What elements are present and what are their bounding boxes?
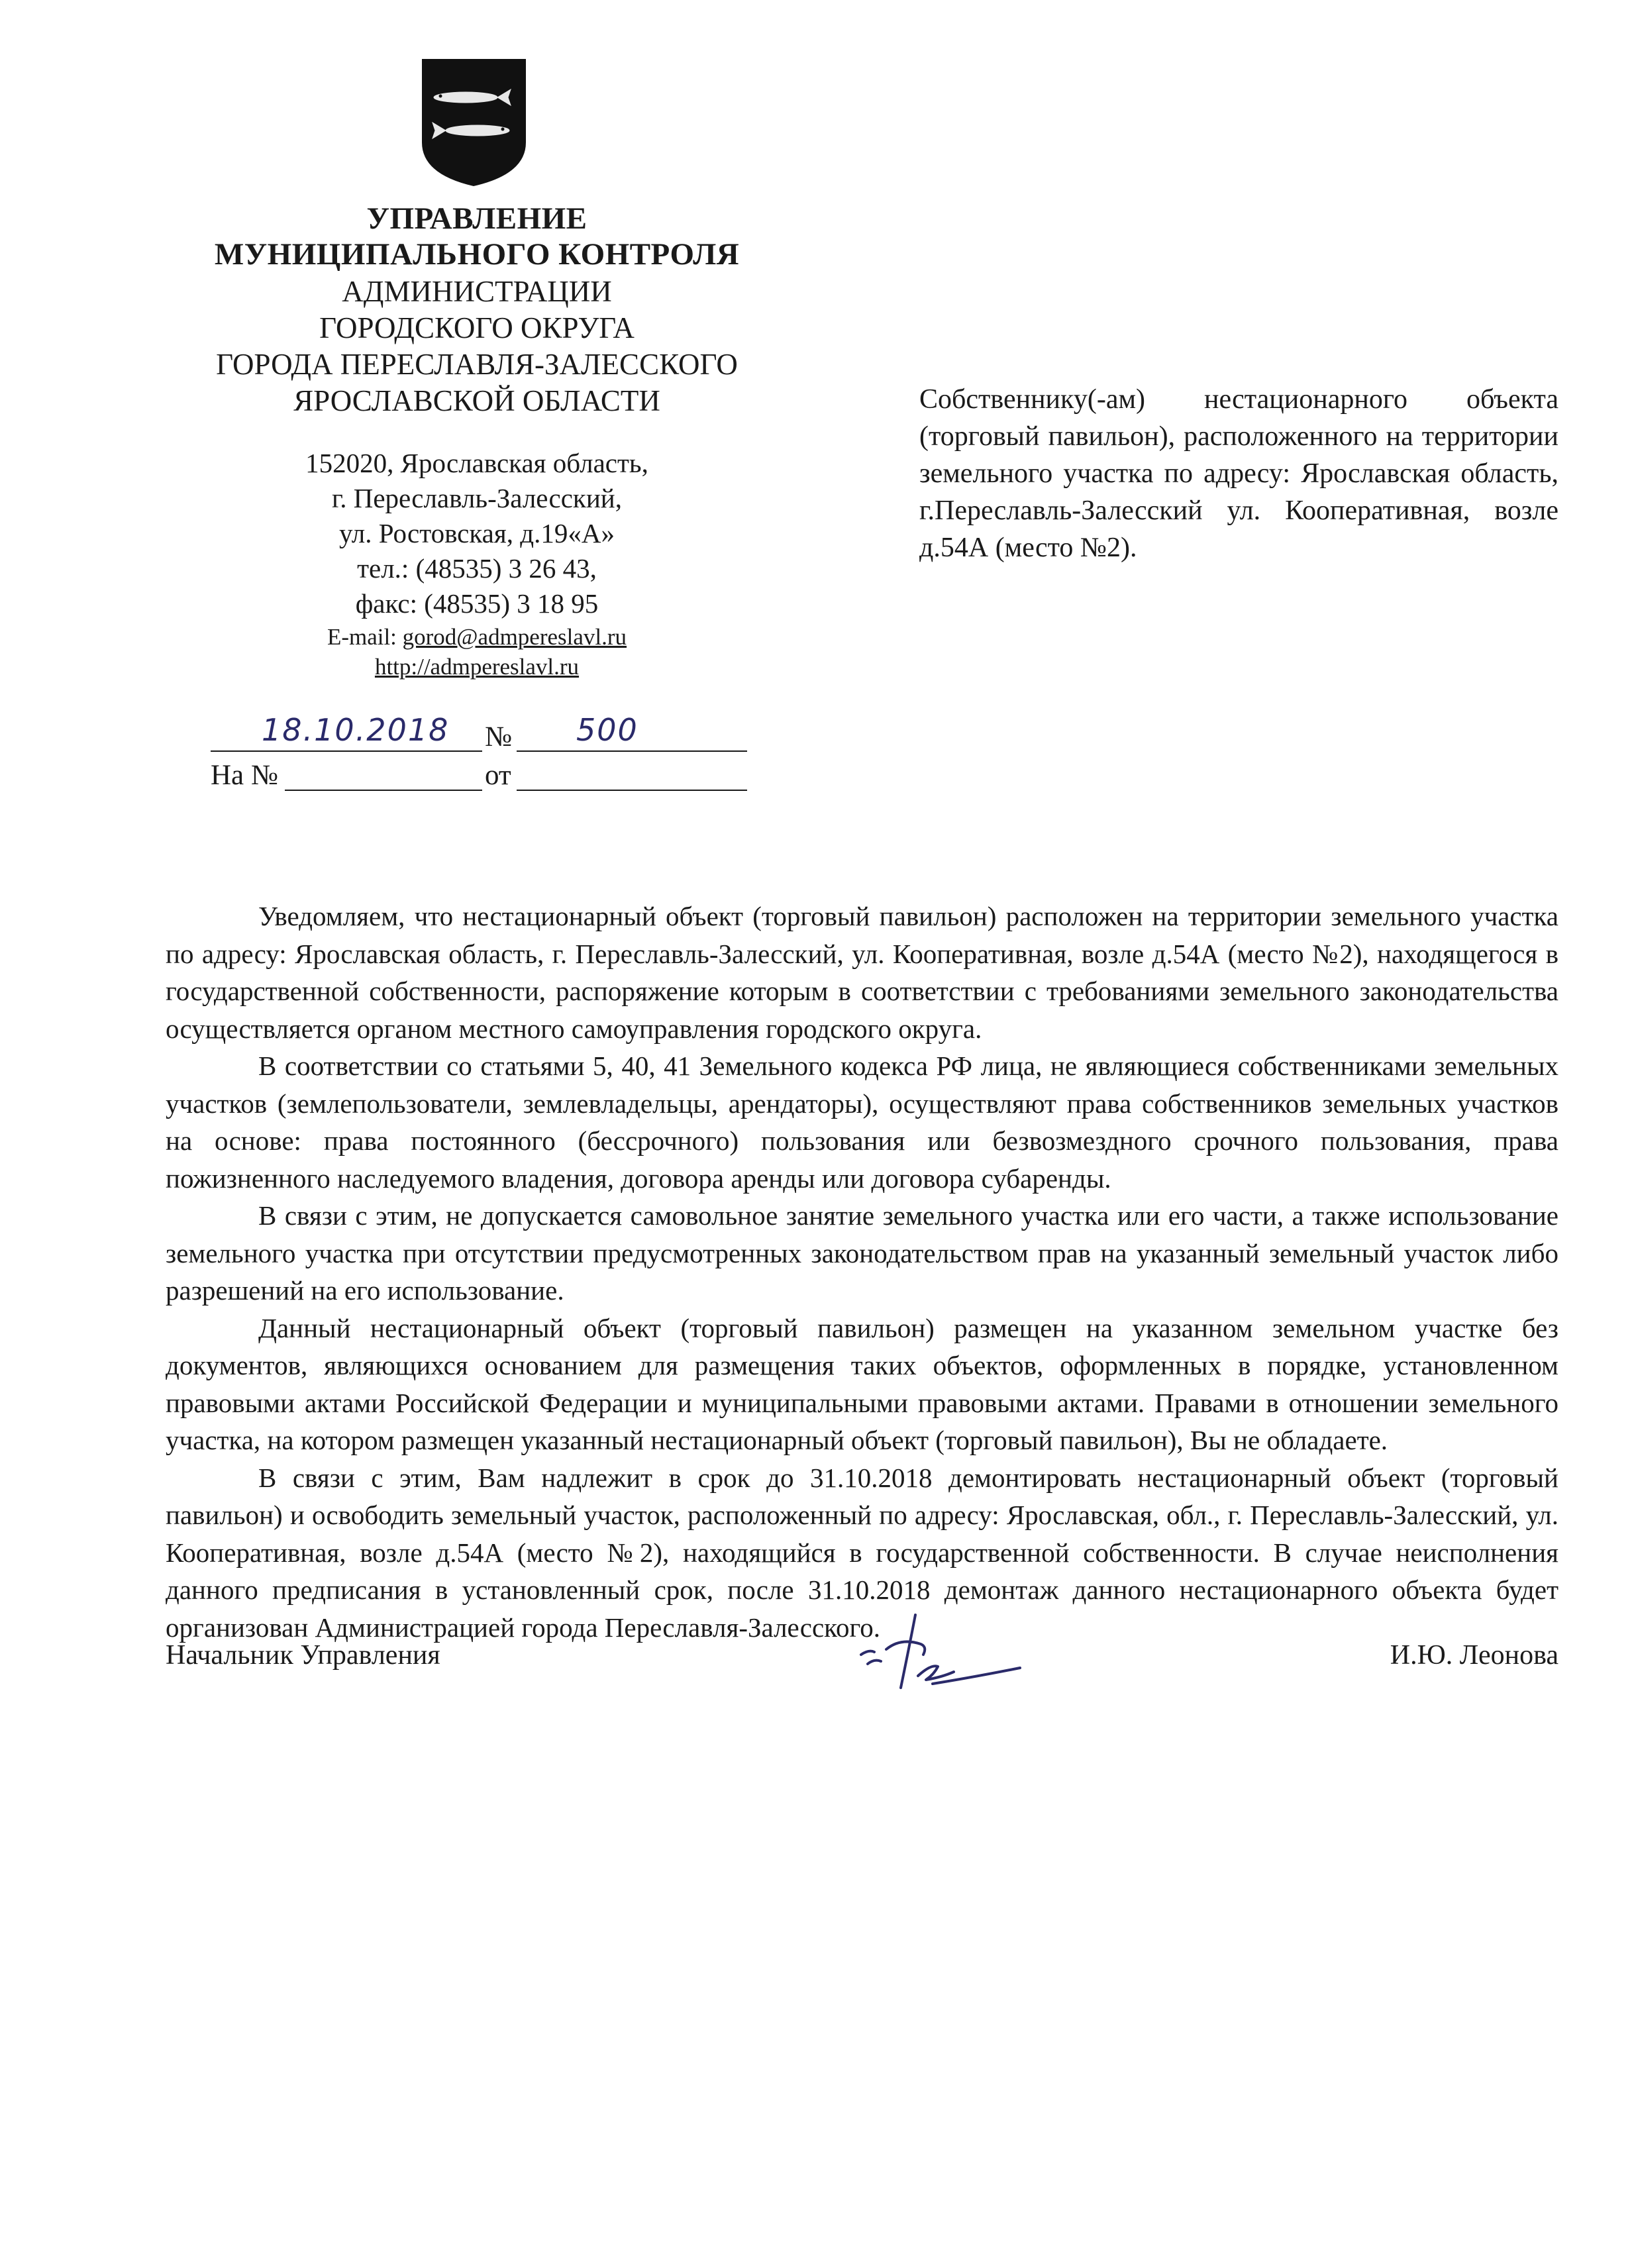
signatory-name: И.Ю. Леонова (1390, 1640, 1558, 1671)
reply-number-underline (285, 790, 482, 791)
department-name-line1: УПРАВЛЕНИЕ (366, 201, 587, 236)
body-paragraph-4: Данный нестационарный объект (торговый павильон) размещен на указанном земельном участке без документов, являющихся основанием для размещения таких объектов, оформленных в порядке, установленном правовыми актами Российской Федерации и муниципальными правовыми актами. Правами в отношении земельного участка, на котором размещен указанный нестационарный объект (торговый павильон), Вы не обладаете. (166, 1312, 1558, 1455)
date-underline (211, 750, 482, 752)
reply-to-label: На № (211, 760, 278, 791)
organization-line2: ГОРОДСКОГО ОКРУГА (319, 311, 635, 344)
from-label: от (485, 760, 511, 791)
website-link[interactable]: http://admpereslavl.ru (374, 654, 580, 680)
body-paragraph-3: В связи с этим, не допускается самовольное занятие земельного участка или его части, а также использование земельного участка при отсутствии предусмотренных законодательством прав на указанный земельный участок либо разрешений на его использование. (166, 1200, 1558, 1306)
department-name-line2: МУНИЦИПАЛЬНОГО КОНТРОЛЯ (214, 237, 740, 272)
body-paragraph-2: В соответствии со статьями 5, 40, 41 Земельного кодекса РФ лица, не являющиеся собственниками земельных участков (землепользователи, землевладельцы, арендаторы), осуществляют права собственников земельных участков на основе: права постоянного (бессрочного) пользования или безвозмездного срочного пользования, права пожизненного наследуемого владения, договора аренды или договора субаренды. (166, 1051, 1558, 1194)
website-line (166, 652, 788, 682)
handwritten-number: 500 (576, 712, 638, 748)
organization-line3: ГОРОДА ПЕРЕСЛАВЛЯ-ЗАЛЕССКОГО (216, 348, 738, 381)
handwritten-date: 18.10.2018 (262, 712, 450, 748)
signatory-title: Начальник Управления (166, 1640, 440, 1671)
reply-date-underline (517, 790, 747, 791)
letter-body (166, 898, 1558, 1646)
handwritten-signature (854, 1603, 1027, 1702)
organization-line4: ЯРОСЛАВСКОЙ ОБЛАСТИ (293, 384, 660, 417)
phone: тел.: (48535) 3 26 43, (357, 553, 597, 584)
body-paragraph-1: Уведомляем, что нестационарный объект (торговый павильон) расположен на территории земельного участка по адресу: Ярославская область, г. Переславль-Залесский, ул. Кооперативная, возле д.54А (место №2), находящегося в государственной собственности, распоряжение которым в соответствии с требованиями земельного законодательства осуществляется органом местного самоуправления городского округа. (166, 901, 1558, 1044)
number-label: № (485, 721, 513, 752)
address-line1: 152020, Ярославская область, (305, 448, 648, 478)
number-underline (517, 750, 747, 752)
address-line3: ул. Ростовская, д.19«А» (339, 518, 615, 548)
body-paragraph-5: В связи с этим, Вам надлежит в срок до 31.10.2018 демонтировать нестационарный объект (торговый павильон) и освободить земельный участок, расположенный по адресу: Ярославская, обл., г. Переславль-Залесский, ул. Кооперативная, возле д.54А (место №2), находящийся в государственной собственности. В случае неисполнения данного предписания в установленный срок, после 31.10.2018 демонтаж данного нестационарного объекта будет организован Администрацией города Переславля-Залесского. (166, 1462, 1558, 1643)
email-link[interactable]: gorod@admpereslavl.ru (402, 624, 627, 650)
coat-of-arms-emblem (419, 56, 529, 189)
organization-line1: АДМИНИСТРАЦИИ (342, 275, 612, 308)
recipient-block: Собственнику(-ам) нестационарного объекта (торговый павильон), расположенного на территории земельного участка по адресу: Ярославская область, г.Переславль-Залесский ул. Кооперативная, возле д.54А (место №2). (919, 384, 1558, 563)
address-line2: г. Переславль-Залесский, (332, 483, 622, 513)
fax: факс: (48535) 3 18 95 (355, 588, 599, 619)
email-line (166, 623, 788, 652)
email-label: E-mail: (327, 624, 403, 650)
